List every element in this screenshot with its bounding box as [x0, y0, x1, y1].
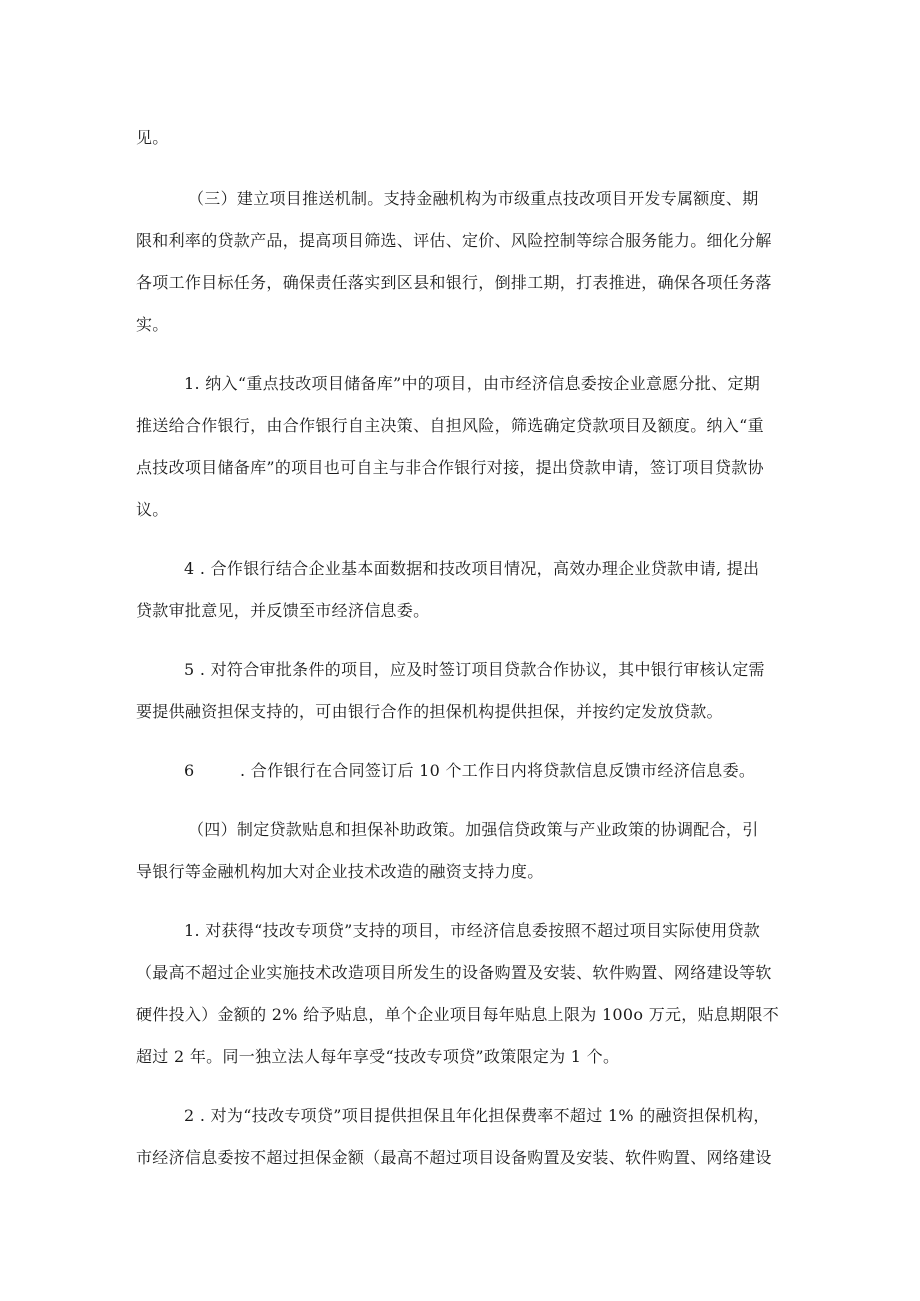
text-line: （最高不超过企业实施技术改造项目所发生的设备购置及安装、软件购置、网络建设等软	[136, 963, 772, 982]
list-item-4: 4 . 合作银行结合企业基本面数据和技改项目情况，高效办理企业贷款申请, 提出	[184, 559, 760, 578]
text-line: 市经济信息委按不超过担保金额（最高不超过项目设备购置及安装、软件购置、网络建设	[136, 1148, 772, 1167]
text-line: 导银行等金融机构加大对企业技术改造的融资支持力度。	[136, 862, 544, 881]
list-item-5: 5 . 对符合审批条件的项目，应及时签订项目贷款合作协议，其中银行审核认定需	[184, 660, 765, 679]
text-line: 要提供融资担保支持的，可由银行合作的担保机构提供担保，并按约定发放贷款。	[136, 702, 723, 721]
list-item-2: 2 . 对为“技改专项贷”项目提供担保且年化担保费率不超过 1% 的融资担保机构，	[184, 1106, 770, 1125]
text-line: 贷款审批意见，并反馈至市经济信息委。	[136, 601, 430, 620]
text-line: 限和利率的贷款产品，提高项目筛选、评估、定价、风险控制等综合服务能力。细化分解	[136, 231, 772, 250]
list-item-6: . 合作银行在合同签订后 10 个工作日内将贷款信息反馈市经济信息委。	[240, 761, 756, 780]
section-heading-4: （四）制定贷款贴息和担保补助政策。加强信贷政策与产业政策的协调配合，引	[188, 820, 759, 839]
text-line: 见。	[136, 128, 169, 147]
list-item-6-number: 6	[184, 761, 195, 780]
text-line: 议。	[136, 500, 169, 519]
text-line: 超过 2 年。同一独立法人每年享受“技改专项贷”政策限定为 1 个。	[136, 1047, 620, 1066]
text-line: 推送给合作银行，由合作银行自主决策、自担风险，筛选确定贷款项目及额度。纳入“重	[136, 416, 764, 435]
text-line: 各项工作目标任务，确保责任落实到区县和银行，倒排工期，打表推进，确保各项任务落	[136, 273, 772, 292]
list-item-1b: 1. 对获得“技改专项贷”支持的项目，市经济信息委按照不超过项目实际使用贷款	[184, 921, 761, 940]
text-line: 点技改项目储备库”的项目也可自主与非合作银行对接，提出贷款申请，签订项目贷款协	[136, 458, 764, 477]
text-line: 实。	[136, 315, 169, 334]
section-heading-3: （三）建立项目推送机制。支持金融机构为市级重点技改项目开发专属额度、期	[188, 189, 759, 208]
list-item-1: 1. 纳入“重点技改项目储备库”中的项目，由市经济信息委按企业意愿分批、定期	[184, 374, 761, 393]
text-line: 硬件投入）金额的 2% 给予贴息，单个企业项目每年贴息上限为 100o 万元，贴息期限不	[136, 1005, 780, 1024]
